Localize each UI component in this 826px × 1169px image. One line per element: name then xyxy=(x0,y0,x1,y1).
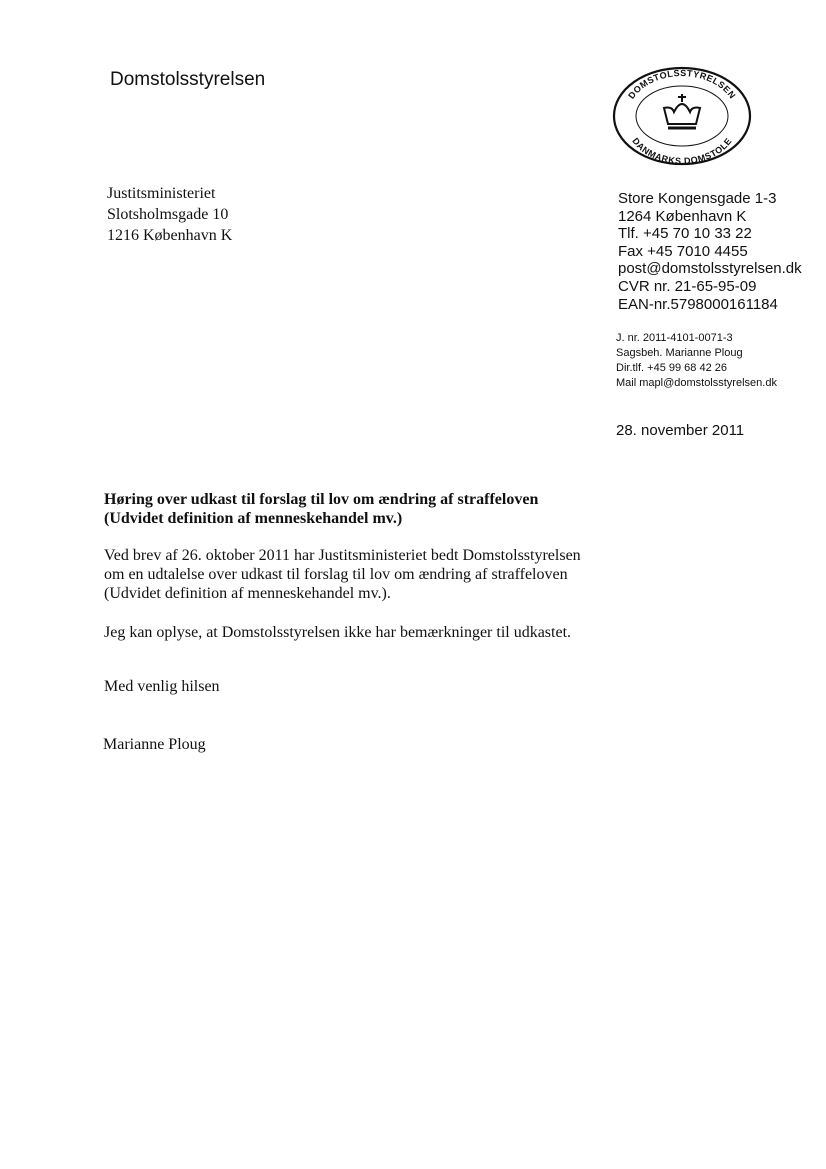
sender-contact-block xyxy=(618,190,802,313)
sender-address: Store Kongensgade 1-3 xyxy=(618,190,777,207)
letter-subject xyxy=(104,490,538,528)
sender-cvr: CVR nr. 21-65-95-09 xyxy=(618,277,757,295)
sender-fax: Fax +45 7010 4455 xyxy=(618,242,748,260)
svg-text:DANMARKS DOMSTOLE xyxy=(630,136,733,166)
case-direct-phone: Dir.tlf. +45 99 68 42 26 xyxy=(616,362,727,374)
sender-postal: 1264 København K xyxy=(618,207,747,225)
recipient-line: 1216 København K xyxy=(107,227,233,244)
crown-icon xyxy=(664,94,700,128)
body-paragraph-2: Jeg kan oplyse, at Domstolsstyrelsen ikke har bemærkninger til udkastet. xyxy=(104,624,572,641)
recipient-address xyxy=(107,183,232,246)
subject-line: Høring over udkast til forslag til lov om ændring af straffeloven xyxy=(104,491,539,508)
seal-bottom-text: DANMARKS DOMSTOLE xyxy=(630,135,734,166)
recipient-line: Slotsholmsgade 10 xyxy=(107,206,229,223)
case-info-block xyxy=(616,331,777,391)
paragraph-line: Ved brev af 26. oktober 2011 har Justitsministeriet bedt Domstolsstyrelsen xyxy=(104,547,581,564)
recipient-line: Justitsministeriet xyxy=(107,185,216,202)
case-number: J. nr. 2011-4101-0071-3 xyxy=(616,332,733,344)
seal-top-text: DOMSTOLSSTYRELSEN xyxy=(626,67,738,101)
seal-stamp xyxy=(612,66,752,166)
signature-name: Marianne Ploug xyxy=(103,736,206,753)
case-handler: Sagsbeh. Marianne Ploug xyxy=(616,347,743,359)
sender-ean: EAN-nr.5798000161184 xyxy=(618,295,778,313)
body-paragraph-1 xyxy=(104,546,581,603)
closing-salutation: Med venlig hilsen xyxy=(104,678,220,695)
subject-line: (Udvidet definition af menneskehandel mv.) xyxy=(104,510,403,527)
sender-phone: Tlf. +45 70 10 33 22 xyxy=(618,225,752,243)
paragraph-line: om en udtalelse over udkast til forslag til lov om ændring af straffeloven xyxy=(104,566,568,583)
paragraph-line: (Udvidet definition af menneskehandel mv.). xyxy=(104,585,391,602)
letter-date: 28. november 2011 xyxy=(616,422,745,439)
organization-name: Domstolsstyrelsen xyxy=(110,69,266,90)
case-email: Mail mapl@domstolsstyrelsen.dk xyxy=(616,377,777,389)
sender-email: post@domstolsstyrelsen.dk xyxy=(618,260,802,278)
